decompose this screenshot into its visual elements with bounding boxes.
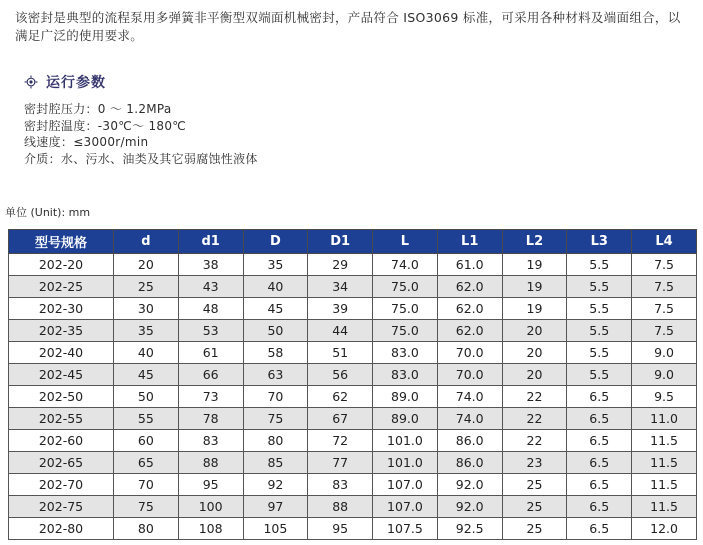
table-cell: 74.0 — [437, 386, 502, 408]
table-cell: 61 — [178, 342, 243, 364]
table-cell: 105 — [243, 518, 308, 540]
table-cell: 5.5 — [567, 364, 632, 386]
model-cell: 202-35 — [9, 320, 114, 342]
column-header: L2 — [502, 230, 567, 254]
header-row — [9, 230, 697, 254]
table-cell: 100 — [178, 496, 243, 518]
parameter-line: 密封腔温度：-30℃～ 180℃ — [24, 118, 187, 133]
parameter-line: 线速度：≤3000r/min — [24, 135, 149, 150]
table-cell: 9.0 — [632, 342, 697, 364]
table-cell: 20 — [502, 364, 567, 386]
table-cell: 70.0 — [437, 342, 502, 364]
section-title: 运行参数 — [46, 75, 106, 92]
column-header: D — [243, 230, 308, 254]
table-cell: 83.0 — [373, 364, 438, 386]
table-cell: 67 — [308, 408, 373, 430]
table-cell: 72 — [308, 430, 373, 452]
table-cell: 34 — [308, 276, 373, 298]
table-cell: 22 — [502, 386, 567, 408]
table-cell: 70 — [243, 386, 308, 408]
table-cell: 6.5 — [567, 496, 632, 518]
table-cell: 51 — [308, 342, 373, 364]
table-cell: 6.5 — [567, 474, 632, 496]
table-cell: 5.5 — [567, 342, 632, 364]
table-cell: 22 — [502, 408, 567, 430]
table-cell: 75.0 — [373, 298, 438, 320]
table-cell: 108 — [178, 518, 243, 540]
table-cell: 92.5 — [437, 518, 502, 540]
parameter-line: 密封腔压力：0 ～ 1.2MPa — [24, 102, 172, 117]
table-cell: 11.5 — [632, 452, 697, 474]
table-cell: 50 — [243, 320, 308, 342]
table-cell: 39 — [308, 298, 373, 320]
table-cell: 92.0 — [437, 474, 502, 496]
table-cell: 20 — [502, 320, 567, 342]
table-cell: 56 — [308, 364, 373, 386]
table-cell: 11.0 — [632, 408, 697, 430]
table-cell: 62.0 — [437, 276, 502, 298]
column-header: L4 — [632, 230, 697, 254]
table-cell: 11.5 — [632, 474, 697, 496]
table-cell: 62 — [308, 386, 373, 408]
table-cell: 66 — [178, 364, 243, 386]
table-cell: 6.5 — [567, 518, 632, 540]
table-row — [9, 474, 697, 496]
table-cell: 75 — [114, 496, 179, 518]
table-cell: 80 — [243, 430, 308, 452]
table-cell: 101.0 — [373, 430, 438, 452]
spec-table-body — [9, 254, 697, 540]
table-cell: 5.5 — [567, 276, 632, 298]
table-cell: 58 — [243, 342, 308, 364]
spec-table — [8, 229, 697, 540]
column-header: L — [373, 230, 438, 254]
table-cell: 101.0 — [373, 452, 438, 474]
table-row — [9, 430, 697, 452]
table-cell: 30 — [114, 298, 179, 320]
table-row — [9, 342, 697, 364]
table-cell: 11.5 — [632, 496, 697, 518]
table-cell: 29 — [308, 254, 373, 276]
table-cell: 25 — [114, 276, 179, 298]
model-cell: 202-45 — [9, 364, 114, 386]
model-cell: 202-40 — [9, 342, 114, 364]
table-cell: 45 — [243, 298, 308, 320]
table-cell: 92 — [243, 474, 308, 496]
target-icon — [24, 75, 38, 89]
column-header: d1 — [178, 230, 243, 254]
table-cell: 70.0 — [437, 364, 502, 386]
table-cell: 40 — [114, 342, 179, 364]
table-cell: 7.5 — [632, 298, 697, 320]
table-cell: 23 — [502, 452, 567, 474]
section-header — [24, 72, 703, 92]
model-cell: 202-50 — [9, 386, 114, 408]
model-cell: 202-80 — [9, 518, 114, 540]
table-cell: 60 — [114, 430, 179, 452]
table-cell: 6.5 — [567, 452, 632, 474]
model-cell: 202-55 — [9, 408, 114, 430]
table-row — [9, 364, 697, 386]
table-cell: 75.0 — [373, 276, 438, 298]
table-cell: 43 — [178, 276, 243, 298]
table-cell: 75.0 — [373, 320, 438, 342]
column-header: L3 — [567, 230, 632, 254]
column-header: d — [114, 230, 179, 254]
table-cell: 55 — [114, 408, 179, 430]
table-cell: 20 — [502, 342, 567, 364]
table-cell: 6.5 — [567, 386, 632, 408]
table-cell: 53 — [178, 320, 243, 342]
table-cell: 97 — [243, 496, 308, 518]
parameters-list — [24, 101, 703, 167]
table-cell: 5.5 — [567, 320, 632, 342]
table-cell: 12.0 — [632, 518, 697, 540]
parameter-line: 介质：水、污水、油类及其它弱腐蚀性液体 — [24, 151, 258, 166]
table-cell: 85 — [243, 452, 308, 474]
table-cell: 25 — [502, 496, 567, 518]
model-cell: 202-70 — [9, 474, 114, 496]
table-cell: 22 — [502, 430, 567, 452]
table-cell: 25 — [502, 474, 567, 496]
table-row — [9, 496, 697, 518]
table-cell: 19 — [502, 298, 567, 320]
model-cell: 202-20 — [9, 254, 114, 276]
table-row — [9, 298, 697, 320]
model-cell: 202-65 — [9, 452, 114, 474]
table-cell: 19 — [502, 276, 567, 298]
table-row — [9, 386, 697, 408]
table-cell: 78 — [178, 408, 243, 430]
table-row — [9, 254, 697, 276]
model-cell: 202-30 — [9, 298, 114, 320]
table-cell: 89.0 — [373, 408, 438, 430]
table-cell: 6.5 — [567, 430, 632, 452]
table-cell: 95 — [308, 518, 373, 540]
table-cell: 77 — [308, 452, 373, 474]
table-row — [9, 320, 697, 342]
column-header: D1 — [308, 230, 373, 254]
table-cell: 83 — [308, 474, 373, 496]
table-cell: 62.0 — [437, 298, 502, 320]
table-row — [9, 518, 697, 540]
table-cell: 38 — [178, 254, 243, 276]
unit-label: 单位 (Unit): mm — [5, 206, 91, 220]
table-cell: 83 — [178, 430, 243, 452]
table-cell: 74.0 — [373, 254, 438, 276]
table-cell: 92.0 — [437, 496, 502, 518]
table-cell: 107.0 — [373, 474, 438, 496]
table-cell: 83.0 — [373, 342, 438, 364]
table-cell: 88 — [178, 452, 243, 474]
table-cell: 74.0 — [437, 408, 502, 430]
table-cell: 86.0 — [437, 452, 502, 474]
table-cell: 48 — [178, 298, 243, 320]
table-cell: 35 — [243, 254, 308, 276]
table-cell: 107.5 — [373, 518, 438, 540]
table-cell: 19 — [502, 254, 567, 276]
table-cell: 73 — [178, 386, 243, 408]
table-cell: 20 — [114, 254, 179, 276]
table-cell: 107.0 — [373, 496, 438, 518]
table-cell: 25 — [502, 518, 567, 540]
table-cell: 50 — [114, 386, 179, 408]
table-cell: 7.5 — [632, 320, 697, 342]
table-cell: 35 — [114, 320, 179, 342]
table-row — [9, 452, 697, 474]
model-cell: 202-25 — [9, 276, 114, 298]
column-header: 型号规格 — [9, 230, 114, 254]
table-cell: 7.5 — [632, 254, 697, 276]
table-cell: 11.5 — [632, 430, 697, 452]
spec-table-head — [9, 230, 697, 254]
table-cell: 88 — [308, 496, 373, 518]
table-cell: 63 — [243, 364, 308, 386]
table-cell: 70 — [114, 474, 179, 496]
table-cell: 7.5 — [632, 276, 697, 298]
table-cell: 5.5 — [567, 298, 632, 320]
table-cell: 95 — [178, 474, 243, 496]
table-cell: 40 — [243, 276, 308, 298]
table-cell: 5.5 — [567, 254, 632, 276]
table-cell: 61.0 — [437, 254, 502, 276]
table-cell: 6.5 — [567, 408, 632, 430]
table-cell: 75 — [243, 408, 308, 430]
table-cell: 65 — [114, 452, 179, 474]
table-cell: 62.0 — [437, 320, 502, 342]
intro-paragraph: 该密封是典型的流程泵用多弹簧非平衡型双端面机械密封，产品符合 ISO3069 标准，可采用各种材料及端面组合，以满足广泛的使用要求。 — [15, 10, 681, 44]
table-cell: 89.0 — [373, 386, 438, 408]
table-cell: 9.0 — [632, 364, 697, 386]
table-cell: 80 — [114, 518, 179, 540]
table-row — [9, 276, 697, 298]
table-cell: 9.5 — [632, 386, 697, 408]
model-cell: 202-60 — [9, 430, 114, 452]
column-header: L1 — [437, 230, 502, 254]
table-row — [9, 408, 697, 430]
table-cell: 44 — [308, 320, 373, 342]
table-cell: 45 — [114, 364, 179, 386]
table-cell: 86.0 — [437, 430, 502, 452]
model-cell: 202-75 — [9, 496, 114, 518]
